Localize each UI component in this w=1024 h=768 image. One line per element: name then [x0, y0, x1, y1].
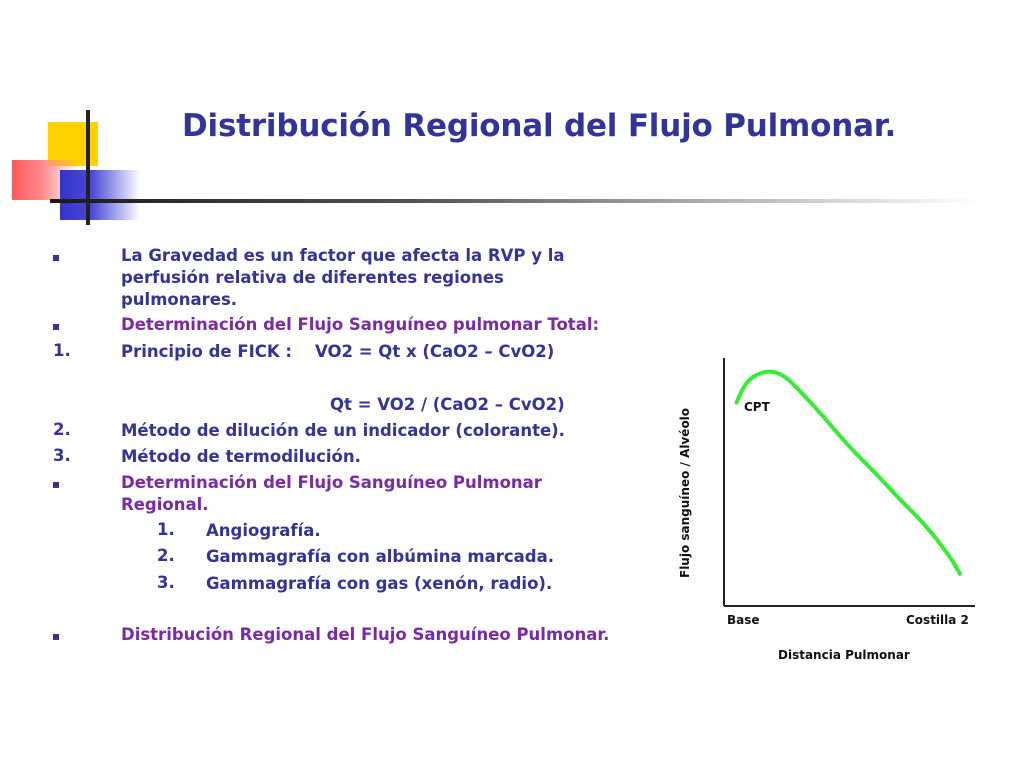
bullet-text: Determinación del Flujo Sanguíneo Pulmonar [121, 473, 542, 492]
bullet-text: perfusión relativa de diferentes regiones [121, 268, 504, 287]
series-line [737, 372, 960, 574]
list-number: 3. [53, 446, 71, 465]
bullet-text: Distribución Regional del Flujo Sanguíneo Pulmonar. [121, 625, 610, 644]
bullet-marker [53, 255, 59, 261]
list-number: 1. [53, 341, 71, 360]
bullet-marker [53, 634, 59, 640]
list-item-text: Principio de FICK : VO2 = Qt x (CaO2 – CvO2) [121, 342, 555, 361]
bullet-marker [53, 324, 59, 330]
sublist-number: 1. [157, 520, 175, 539]
bullet-text: La Gravedad es un factor que afecta la RVP y la [121, 246, 565, 265]
chart-plot [670, 350, 1010, 680]
formula-text: Qt = VO2 / (CaO2 – CvO2) [330, 395, 565, 414]
x-tick-label: Base [727, 613, 760, 627]
x-axis-label: Distancia Pulmonar [778, 648, 910, 662]
list-item-text: Método de termodilución. [121, 447, 361, 466]
sublist-item-text: Angiografía. [206, 521, 321, 540]
bullet-text: Regional. [121, 495, 209, 514]
list-number: 2. [53, 420, 71, 439]
list-item-text: Método de dilución de un indicador (colorante). [121, 421, 565, 440]
x-tick-label: Costilla 2 [906, 613, 969, 627]
sublist-number: 2. [157, 546, 175, 565]
bullet-text: Determinación del Flujo Sanguíneo pulmonar Total: [121, 315, 600, 334]
bullet-marker [53, 482, 59, 488]
sublist-item-text: Gammagrafía con albúmina marcada. [206, 547, 555, 566]
y-axis-label: Flujo sanguíneo / Alvéolo [678, 407, 692, 578]
sublist-number: 3. [157, 573, 175, 592]
annotation-label: CPT [744, 400, 770, 414]
blood-flow-chart [670, 350, 1010, 680]
bullet-text: pulmonares. [121, 290, 238, 309]
slide-title: Distribución Regional del Flujo Pulmonar. [182, 108, 897, 144]
sublist-item-text: Gammagrafía con gas (xenón, radio). [206, 574, 553, 593]
